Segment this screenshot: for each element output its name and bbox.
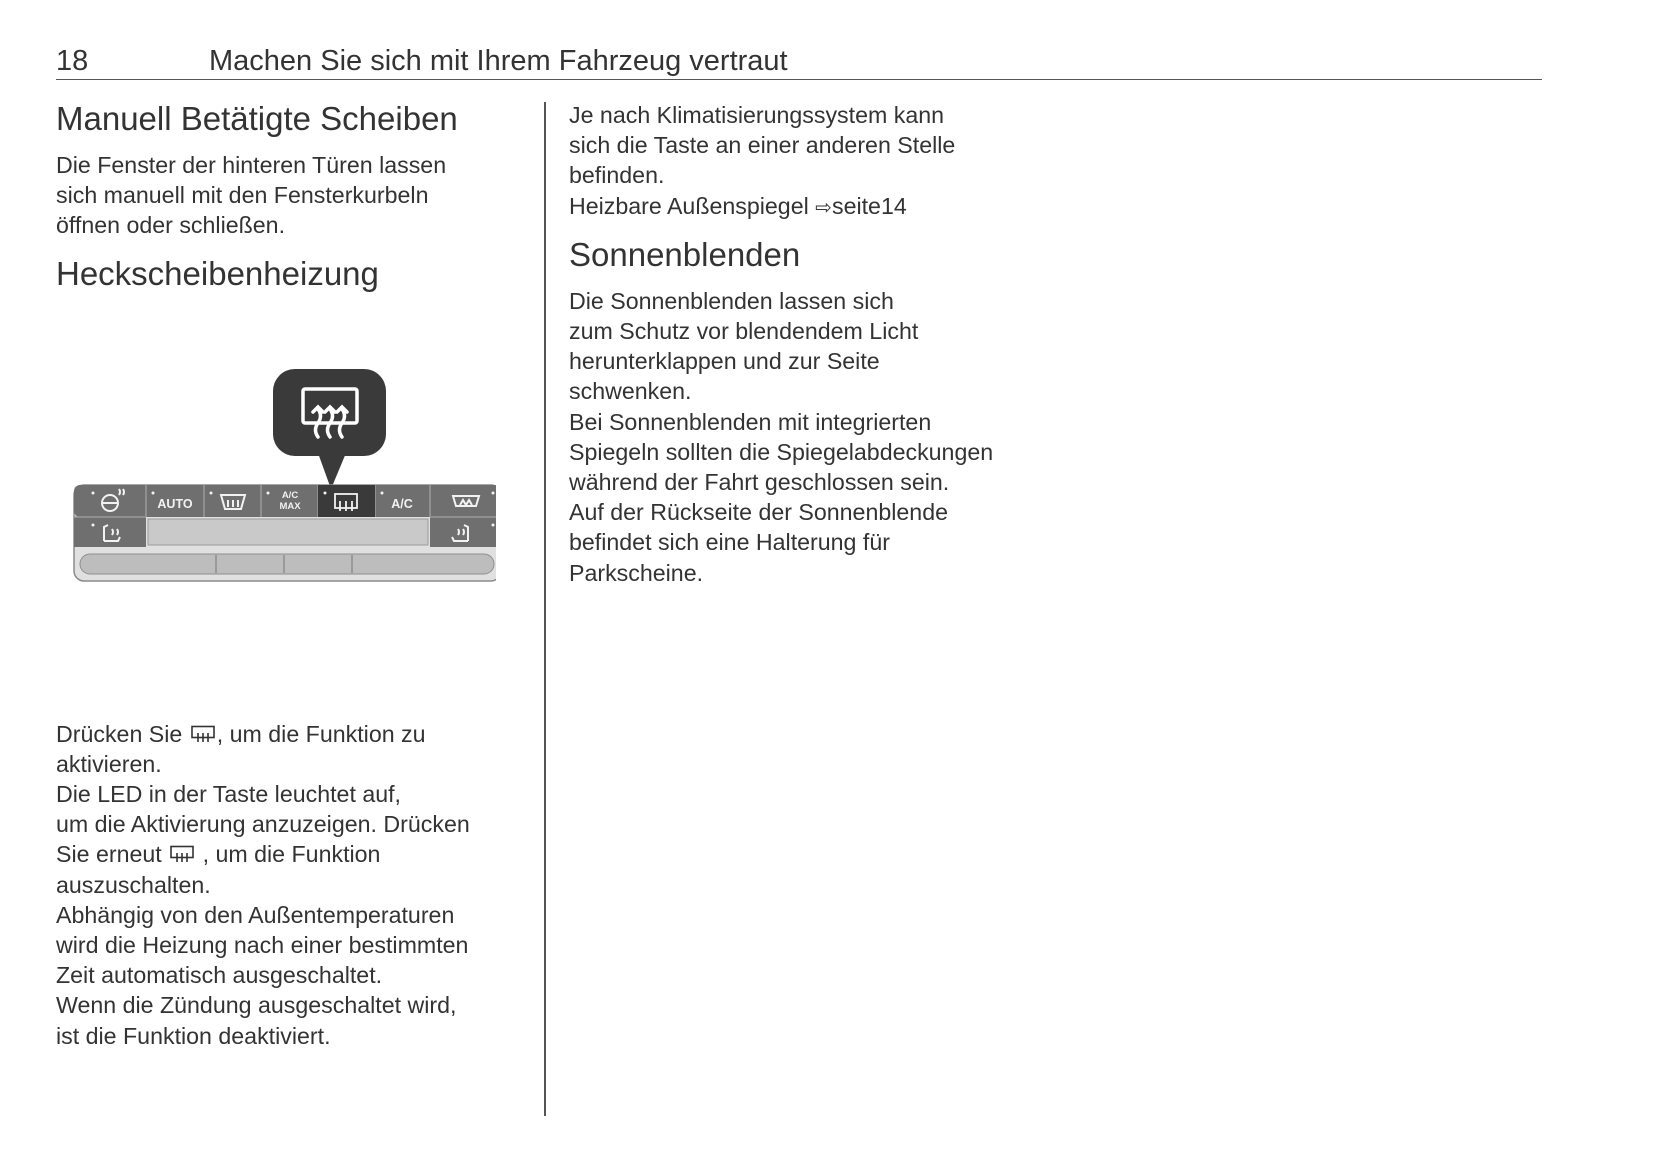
text-line: Spiegeln sollten die Spiegelabdeckungen [569,438,994,465]
text-line: Je nach Klimatisierungssystem kann [569,102,945,128]
text-line: öffnen oder schließen. [56,212,286,239]
text-line: ist die Funktion deaktiviert. [56,1022,331,1049]
cross-reference-link[interactable]: seite14 [831,192,907,219]
text-line: während der Fahrt geschlossen sein. [569,469,950,496]
text-fragment: Sie erneut [56,841,169,868]
text-line: auszuschalten. [56,871,211,898]
text-fragment: Drücken Sie [56,720,189,747]
ac-button[interactable]: A/C [391,496,413,511]
text-line: befindet sich eine Halterung für [569,529,890,556]
climate-panel-illustration [56,299,496,719]
chapter-title: Machen Sie sich mit Ihrem Fahrzeug vertraut [209,45,788,77]
rear-defrost-callout [273,369,386,489]
text-line: sich die Taste an einer anderen Stelle [569,132,956,159]
text-line: Bei Sonnenblenden mit integrierten [569,408,932,435]
column-divider [544,102,546,1116]
rear-defrost-icon [190,725,216,743]
text-line: sich manuell mit den Fensterkurbeln [56,182,429,209]
text-line: Die Fenster der hinteren Türen lassen [56,152,447,178]
ac-max-button-bottom[interactable]: MAX [279,500,301,512]
cross-reference-text: Heizbare Außenspiegel [569,192,816,219]
text-line: zum Schutz vor blendendem Licht [569,318,919,345]
rear-defrost-icon [169,845,195,863]
text-fragment: , um die Funktion zu [216,720,426,747]
text-line: Die LED in der Taste leuchtet auf, [56,781,402,808]
right-column [569,100,1089,588]
text-line: Auf der Rückseite der Sonnenblende [569,499,948,526]
cross-reference-line [569,191,1089,222]
rear-window-heating-text [56,719,526,1051]
text-line: Abhängig von den Außentemperaturen [56,901,455,928]
text-line: schwenken. [569,378,692,405]
text-line: wird die Heizung nach einer bestimmten [56,932,469,959]
left-column [56,98,526,1051]
cross-reference-arrow-icon: ⇨ [815,194,832,219]
section-title-rear-window-heating: Heckscheibenheizung [56,254,379,292]
section-title-manual-windows: Manuell Betätigte Scheiben [56,100,458,137]
text-line: Wenn die Zündung ausgeschaltet wird, [56,992,457,1019]
text-fragment: , um die Funktion [196,841,381,868]
text-line: Die Sonnenblenden lassen sich [569,287,894,314]
section-title-sun-visors: Sonnenblenden [569,235,801,273]
text-line: Zeit automatisch ausgeschaltet. [56,962,383,989]
ac-max-button-top[interactable]: A/C [281,489,299,501]
text-line: aktivieren. [56,750,162,777]
auto-button[interactable]: AUTO [157,496,193,511]
page-number: 18 [56,45,89,77]
sun-visors-text [569,286,1089,588]
text-line [56,719,526,749]
text-line: um die Aktivierung anzuzeigen. Drücken [56,811,470,838]
page-header [56,43,1542,80]
climate-control-panel-figure [56,299,496,719]
text-line: Parkscheine. [569,559,704,586]
text-line: befinden. [569,162,665,189]
manual-windows-text [56,150,526,241]
text-line [56,839,526,869]
text-line: herunterklappen und zur Seite [569,348,880,375]
